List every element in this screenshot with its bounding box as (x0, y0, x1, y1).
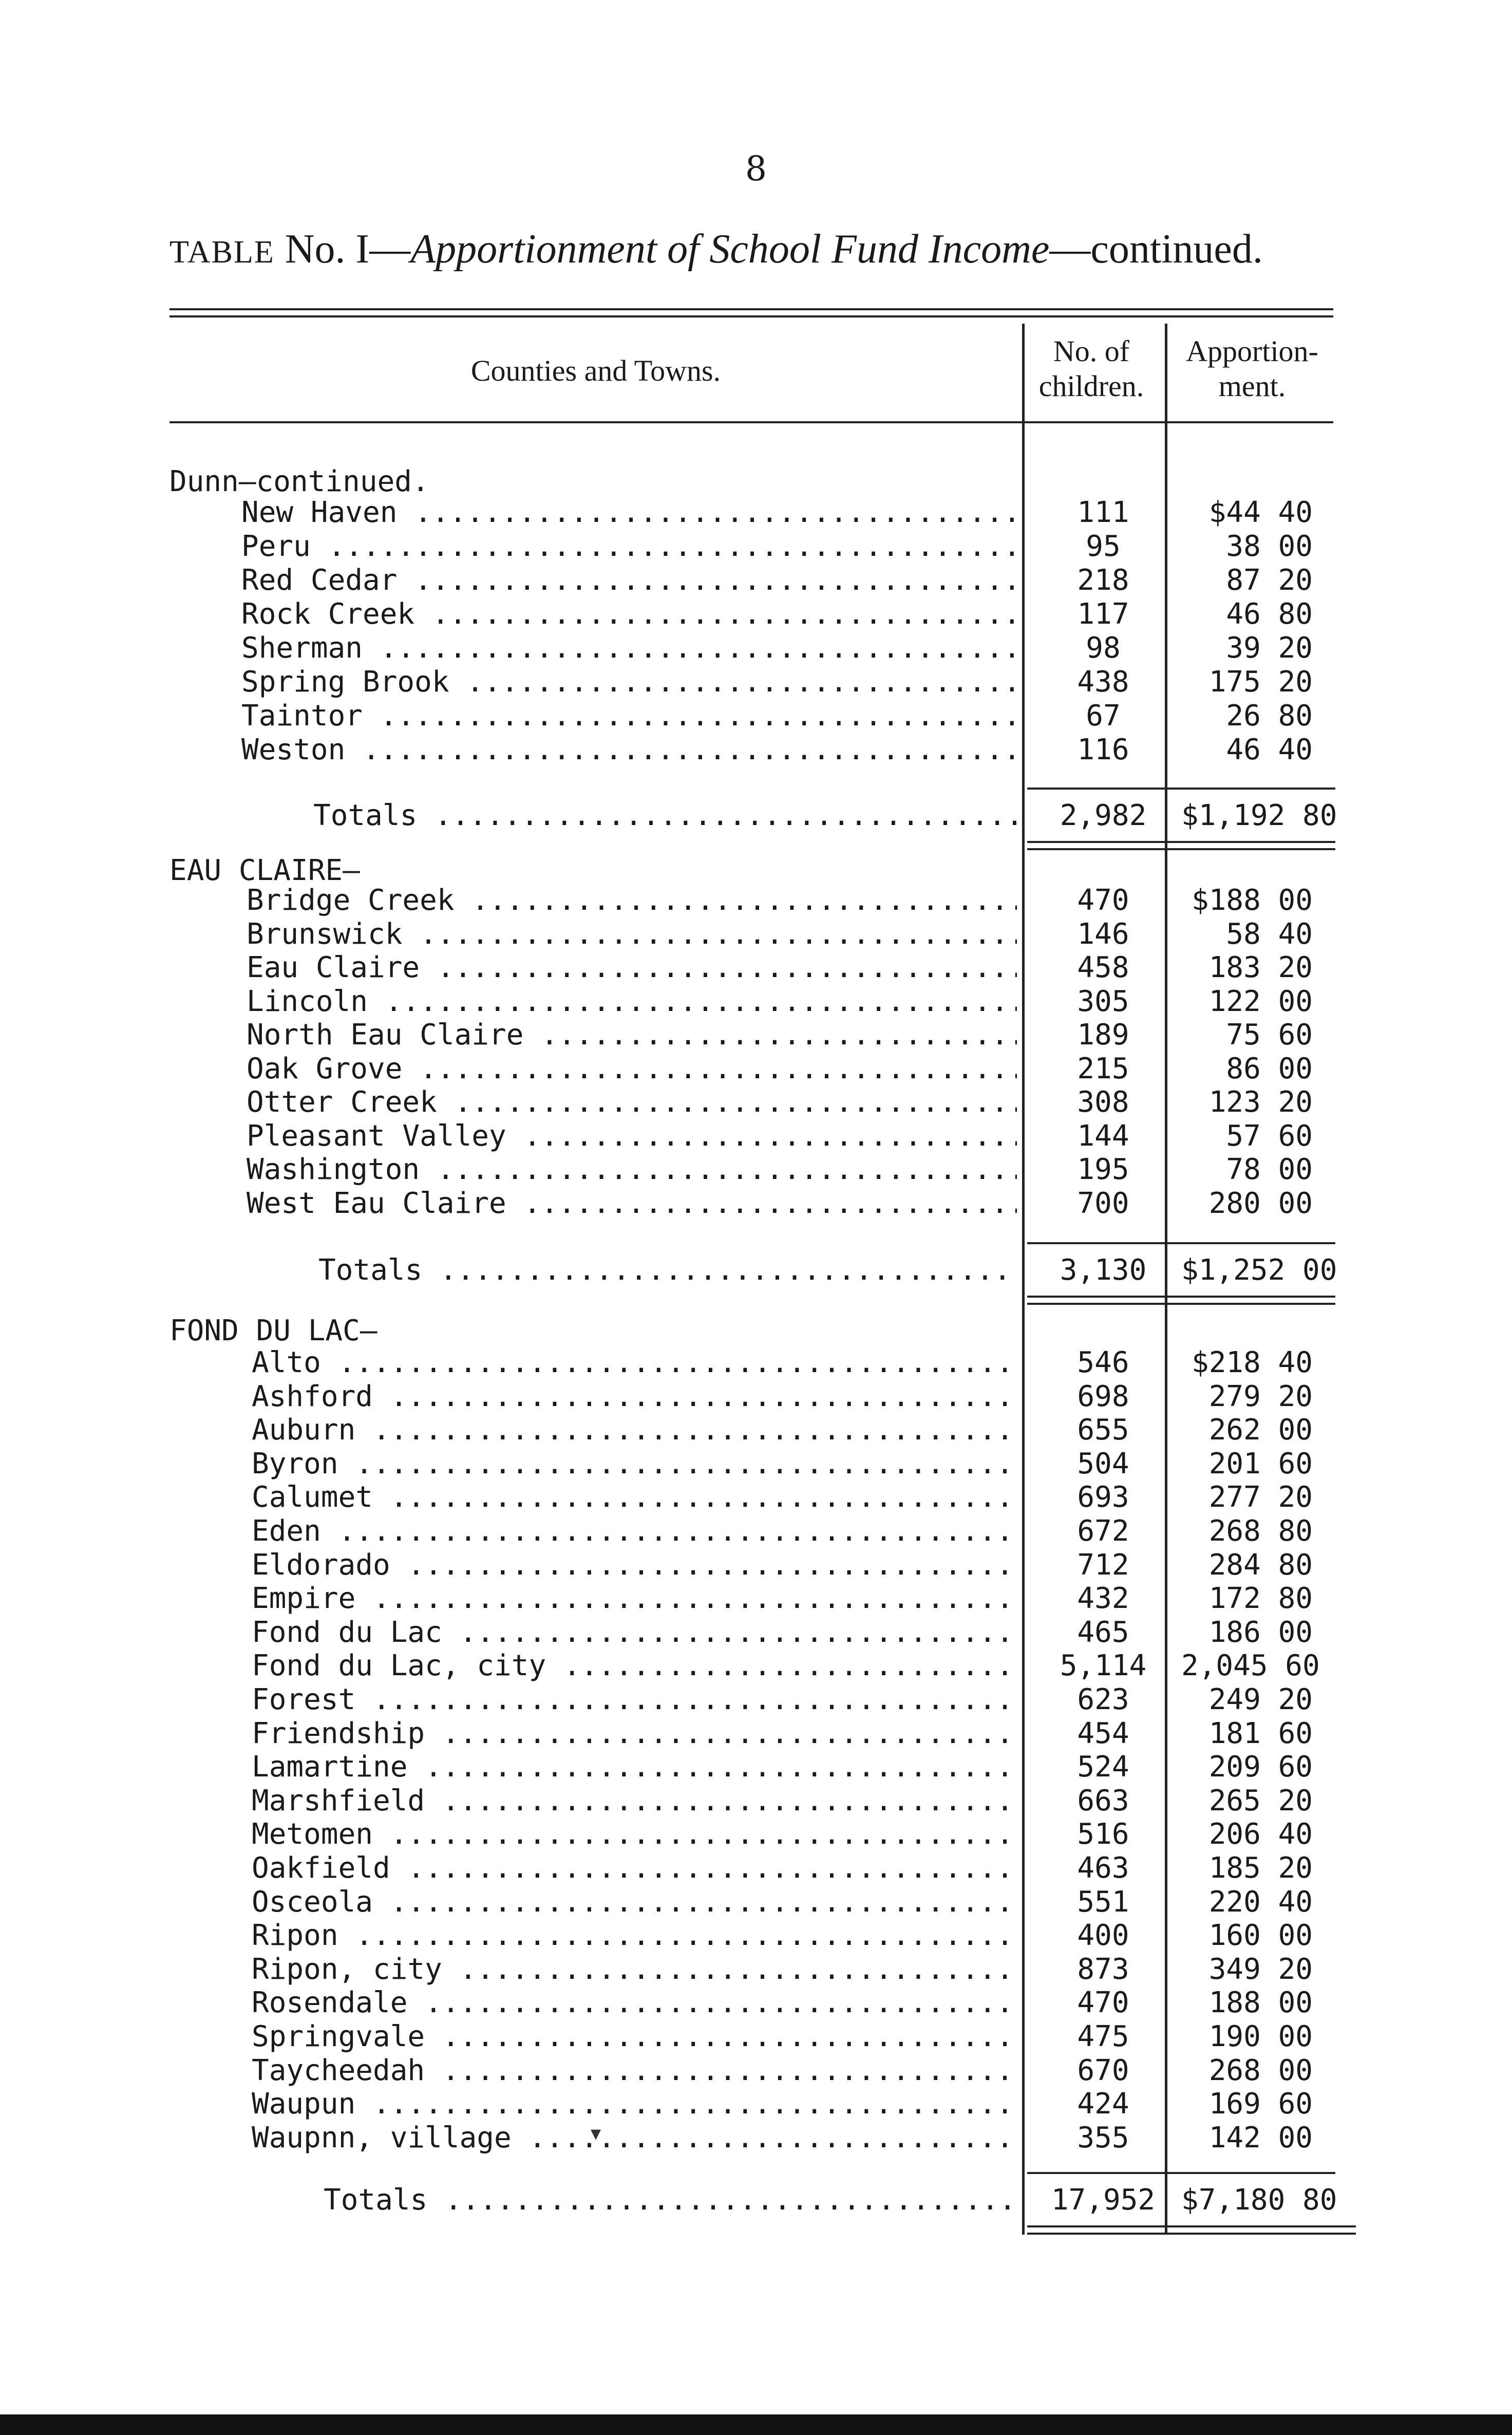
town-name: Alto ..... (252, 1346, 1017, 1380)
children-count: 67 (1086, 699, 1121, 733)
town-name: Forest ..... (252, 1683, 1017, 1717)
table-row (169, 2054, 1366, 2088)
children-count: 458 (1077, 951, 1129, 984)
town-name: Ripon ..... (252, 1919, 1017, 1953)
children-count: 546 (1077, 1346, 1129, 1379)
table-row (169, 496, 1366, 530)
header-apportionment-line1: Apportion- (1186, 334, 1318, 368)
table-row (169, 733, 1366, 767)
totals-row (169, 1253, 1366, 1287)
table-row (169, 564, 1366, 597)
table-row (169, 1085, 1366, 1119)
totals-label: Totals ..... (318, 1253, 1017, 1287)
totals-top-rule (1027, 1242, 1335, 1244)
apportionment-amount: 209 60 (1208, 1750, 1313, 1784)
apportionment-amount: 122 00 (1208, 985, 1313, 1018)
children-count: 5,114 (1060, 1649, 1147, 1682)
table-row (169, 1481, 1366, 1514)
children-count: 144 (1077, 1119, 1129, 1153)
children-count: 98 (1086, 631, 1121, 665)
apportionment-amount: 277 20 (1208, 1481, 1313, 1514)
totals-bottom-rule (1027, 1303, 1335, 1305)
totals-bottom-rule (1027, 2225, 1356, 2227)
header-bottom-rule (169, 421, 1333, 423)
children-count: 463 (1077, 1851, 1129, 1885)
town-name: Weston ..... (241, 733, 1017, 767)
county-name: Dunn (169, 465, 239, 498)
town-name: Ripon, city ..... (252, 1953, 1017, 1987)
apportionment-amount: 57 60 (1226, 1119, 1313, 1153)
apportionment-amount: 78 00 (1226, 1153, 1313, 1186)
children-count: 504 (1077, 1447, 1129, 1481)
table-title (169, 226, 1340, 273)
apportionment-amount: 123 20 (1208, 1085, 1313, 1119)
header-children (1022, 334, 1161, 404)
children-count: 116 (1077, 733, 1129, 766)
town-name: Eden ..... (252, 1514, 1017, 1548)
town-name: Friendship ..... (252, 1717, 1017, 1751)
apportionment-amount: 142 00 (1208, 2121, 1313, 2155)
apportionment-amount: 186 00 (1208, 1616, 1313, 1649)
county-name: EAU CLAIRE (169, 854, 343, 887)
apportionment-amount: 190 00 (1208, 2020, 1313, 2053)
table-row (169, 530, 1366, 564)
town-name: Sherman ..... (241, 631, 1017, 665)
apportionment-amount: $188 00 (1191, 884, 1313, 917)
children-count: 215 (1077, 1052, 1129, 1085)
children-count: 432 (1077, 1582, 1129, 1615)
children-count: 189 (1077, 1018, 1129, 1052)
town-name: Waupnn, village ..... (252, 2121, 1017, 2155)
children-count: 712 (1077, 1548, 1129, 1582)
table-row (169, 1413, 1366, 1447)
children-count: 551 (1077, 1885, 1129, 1919)
town-name: Lamartine ..... (252, 1750, 1017, 1784)
town-name: Otter Creek ..... (247, 1085, 1017, 1119)
header-top-rule (169, 308, 1333, 310)
town-name: Oak Grove ..... (247, 1052, 1017, 1086)
children-count: 355 (1077, 2121, 1129, 2155)
children-count: 475 (1077, 2020, 1129, 2053)
town-name: Fond du Lac ..... (252, 1616, 1017, 1650)
totals-label: Totals ..... (324, 2183, 1017, 2217)
children-count: 623 (1077, 1683, 1129, 1716)
table-row (169, 2087, 1366, 2121)
table-row (169, 1548, 1366, 1582)
children-count: 700 (1077, 1187, 1129, 1220)
county-suffix: —continued. (238, 465, 429, 498)
table-row (169, 1018, 1366, 1052)
apportionment-amount: 284 80 (1208, 1548, 1313, 1582)
title-italic: Apportionment of School Fund Income (410, 227, 1050, 272)
apportionment-amount: 58 40 (1226, 917, 1313, 951)
header-children-line2: children. (1038, 369, 1144, 403)
apportionment-amount: 349 20 (1208, 1953, 1313, 1986)
apportionment-amount: $218 40 (1191, 1346, 1313, 1379)
town-name: Oakfield ..... (252, 1851, 1017, 1885)
county-suffix: — (343, 854, 360, 887)
apportionment-amount: 75 60 (1226, 1018, 1313, 1052)
header-top-rule-2 (169, 315, 1333, 317)
apportionment-amount: 183 20 (1208, 951, 1313, 984)
header-apportionment (1165, 334, 1339, 404)
town-name: Empire ..... (252, 1582, 1017, 1616)
table-row (169, 699, 1366, 733)
county-heading (169, 854, 360, 888)
town-name: Spring Brook ..... (241, 665, 1017, 699)
totals-bottom-rule (1027, 1296, 1335, 1298)
table-row (169, 1119, 1366, 1153)
table-row (169, 1616, 1366, 1650)
table-row (169, 985, 1366, 1019)
town-name: Peru ..... (241, 530, 1017, 564)
county-heading (169, 1314, 377, 1348)
town-name: Taintor ..... (241, 699, 1017, 733)
apportionment-amount: 268 80 (1208, 1514, 1313, 1548)
table-row (169, 1986, 1366, 2020)
town-name: Rosendale ..... (252, 1986, 1017, 2020)
children-count: 524 (1077, 1750, 1129, 1784)
children-count: 663 (1077, 1784, 1129, 1818)
children-count: 305 (1077, 985, 1129, 1018)
town-name: Waupun ..... (252, 2087, 1017, 2121)
totals-bottom-rule (1027, 841, 1335, 843)
apportionment-amount: 46 40 (1226, 733, 1313, 766)
town-name: Brunswick ..... (247, 917, 1017, 951)
children-count: 698 (1077, 1380, 1129, 1413)
county-name: FOND DU LAC (169, 1314, 360, 1347)
table-row (169, 1683, 1366, 1717)
county-heading (169, 465, 429, 499)
apportionment-amount: 26 80 (1226, 699, 1313, 733)
county-suffix: — (360, 1314, 377, 1347)
table-row (169, 1717, 1366, 1751)
children-count: 424 (1077, 2087, 1129, 2121)
header-counties: Counties and Towns. (470, 354, 721, 387)
town-name: Metomen ..... (252, 1818, 1017, 1851)
table-row (169, 1380, 1366, 1414)
apportionment-amount: 160 00 (1208, 1919, 1313, 1952)
table-row (169, 1153, 1366, 1187)
apportionment-amount: 175 20 (1208, 665, 1313, 699)
totals-amount: $1,192 80 (1181, 799, 1337, 832)
table-row (169, 884, 1366, 917)
children-count: 470 (1077, 884, 1129, 917)
totals-children: 3,130 (1060, 1253, 1147, 1287)
table-row (169, 665, 1366, 699)
table-row (169, 1885, 1366, 1919)
table-row (169, 1953, 1366, 1987)
town-name: Bridge Creek ..... (247, 884, 1017, 917)
totals-children: 2,982 (1060, 799, 1147, 832)
table-row (169, 1818, 1366, 1851)
totals-bottom-rule (1027, 2233, 1356, 2235)
apportionment-amount: 86 00 (1226, 1052, 1313, 1085)
table-row (169, 597, 1366, 631)
children-count: 873 (1077, 1953, 1129, 1986)
town-name: Red Cedar ..... (241, 564, 1017, 597)
town-name: West Eau Claire ..... (247, 1187, 1017, 1221)
children-count: 465 (1077, 1616, 1129, 1649)
children-count: 111 (1077, 496, 1129, 529)
apportionment-amount: 262 00 (1208, 1413, 1313, 1447)
totals-top-rule (1027, 2172, 1335, 2174)
totals-row (169, 799, 1366, 833)
header-apportionment-line2: ment. (1218, 369, 1286, 403)
children-count: 195 (1077, 1153, 1129, 1186)
table-row (169, 1346, 1366, 1380)
totals-bottom-rule (1027, 848, 1335, 850)
town-name: North Eau Claire ..... (247, 1018, 1017, 1052)
children-count: 672 (1077, 1514, 1129, 1548)
town-name: Taycheedah ..... (252, 2054, 1017, 2088)
town-name: Lincoln ..... (247, 985, 1017, 1019)
table-row (169, 951, 1366, 985)
totals-row (169, 2183, 1366, 2217)
apportionment-amount: 280 00 (1208, 1187, 1313, 1220)
apportionment-amount: 172 80 (1208, 1582, 1313, 1615)
apportionment-amount: 265 20 (1208, 1784, 1313, 1818)
town-name: Springvale ..... (252, 2020, 1017, 2054)
children-count: 438 (1077, 665, 1129, 699)
children-count: 470 (1077, 1986, 1129, 2019)
town-name: Osceola ..... (252, 1885, 1017, 1919)
apportionment-amount: 39 20 (1226, 631, 1313, 665)
table-row (169, 1052, 1366, 1086)
apportionment-amount: 87 20 (1226, 564, 1313, 597)
apportionment-amount: 181 60 (1208, 1717, 1313, 1750)
totals-top-rule (1027, 788, 1335, 790)
apportionment-amount: 185 20 (1208, 1851, 1313, 1885)
apportionment-amount: 188 00 (1208, 1986, 1313, 2019)
children-count: 146 (1077, 917, 1129, 951)
page-number: 8 (745, 149, 767, 189)
table-row (169, 2020, 1366, 2054)
totals-amount: $7,180 80 (1181, 2183, 1337, 2217)
table-row (169, 1851, 1366, 1885)
apportionment-amount: 2,045 60 (1181, 1649, 1320, 1682)
children-count: 95 (1086, 530, 1121, 563)
town-name: Eau Claire ..... (247, 951, 1017, 985)
table-row (169, 1447, 1366, 1481)
children-count: 670 (1077, 2054, 1129, 2087)
children-count: 117 (1077, 597, 1129, 631)
title-prefix: TABLE (169, 235, 275, 270)
apportionment-amount: 201 60 (1208, 1447, 1313, 1481)
table-row (169, 1750, 1366, 1784)
town-name: Marshfield ..... (252, 1784, 1017, 1818)
apportionment-amount: 169 60 (1208, 2087, 1313, 2121)
apportionment-amount: 268 00 (1208, 2054, 1313, 2087)
town-name: New Haven ..... (241, 496, 1017, 530)
totals-children: 17,952 (1051, 2183, 1156, 2217)
table-row (169, 1919, 1366, 1953)
table-row (169, 1187, 1366, 1221)
town-name: Ashford ..... (252, 1380, 1017, 1414)
apportionment-amount: 38 00 (1226, 530, 1313, 563)
town-name: Fond du Lac, city ..... (252, 1649, 1017, 1683)
title-suffix: —continued. (1049, 227, 1263, 272)
table-row (169, 2121, 1366, 2155)
header-children-line1: No. of (1053, 334, 1130, 368)
apportionment-amount: 279 20 (1208, 1380, 1313, 1413)
apportionment-amount: 220 40 (1208, 1885, 1313, 1919)
table-row (169, 1514, 1366, 1548)
title-number: No. I— (285, 227, 411, 272)
town-name: Washington ..... (247, 1153, 1017, 1187)
children-count: 400 (1077, 1919, 1129, 1952)
town-name: Byron ..... (252, 1447, 1017, 1481)
table-row (169, 1582, 1366, 1616)
totals-amount: $1,252 00 (1181, 1253, 1337, 1287)
town-name: Eldorado ..... (252, 1548, 1017, 1582)
children-count: 308 (1077, 1085, 1129, 1119)
table-row (169, 1649, 1366, 1683)
apportionment-amount: 249 20 (1208, 1683, 1313, 1716)
children-count: 516 (1077, 1818, 1129, 1851)
apportionment-amount: 206 40 (1208, 1818, 1313, 1851)
stray-mark: ▾ (591, 2122, 601, 2145)
totals-label: Totals ..... (313, 799, 1017, 833)
children-count: 693 (1077, 1481, 1129, 1514)
children-count: 454 (1077, 1717, 1129, 1750)
children-count: 218 (1077, 564, 1129, 597)
town-name: Calumet ..... (252, 1481, 1017, 1514)
town-name: Rock Creek ..... (241, 597, 1017, 631)
town-name: Pleasant Valley ..... (247, 1119, 1017, 1153)
children-count: 655 (1077, 1413, 1129, 1447)
town-name: Auburn ..... (252, 1413, 1017, 1447)
table-row (169, 1784, 1366, 1818)
scan-edge (0, 2414, 1512, 2435)
table-row (169, 631, 1366, 665)
apportionment-amount: $44 40 (1208, 496, 1313, 529)
apportionment-amount: 46 80 (1226, 597, 1313, 631)
table-row (169, 917, 1366, 951)
